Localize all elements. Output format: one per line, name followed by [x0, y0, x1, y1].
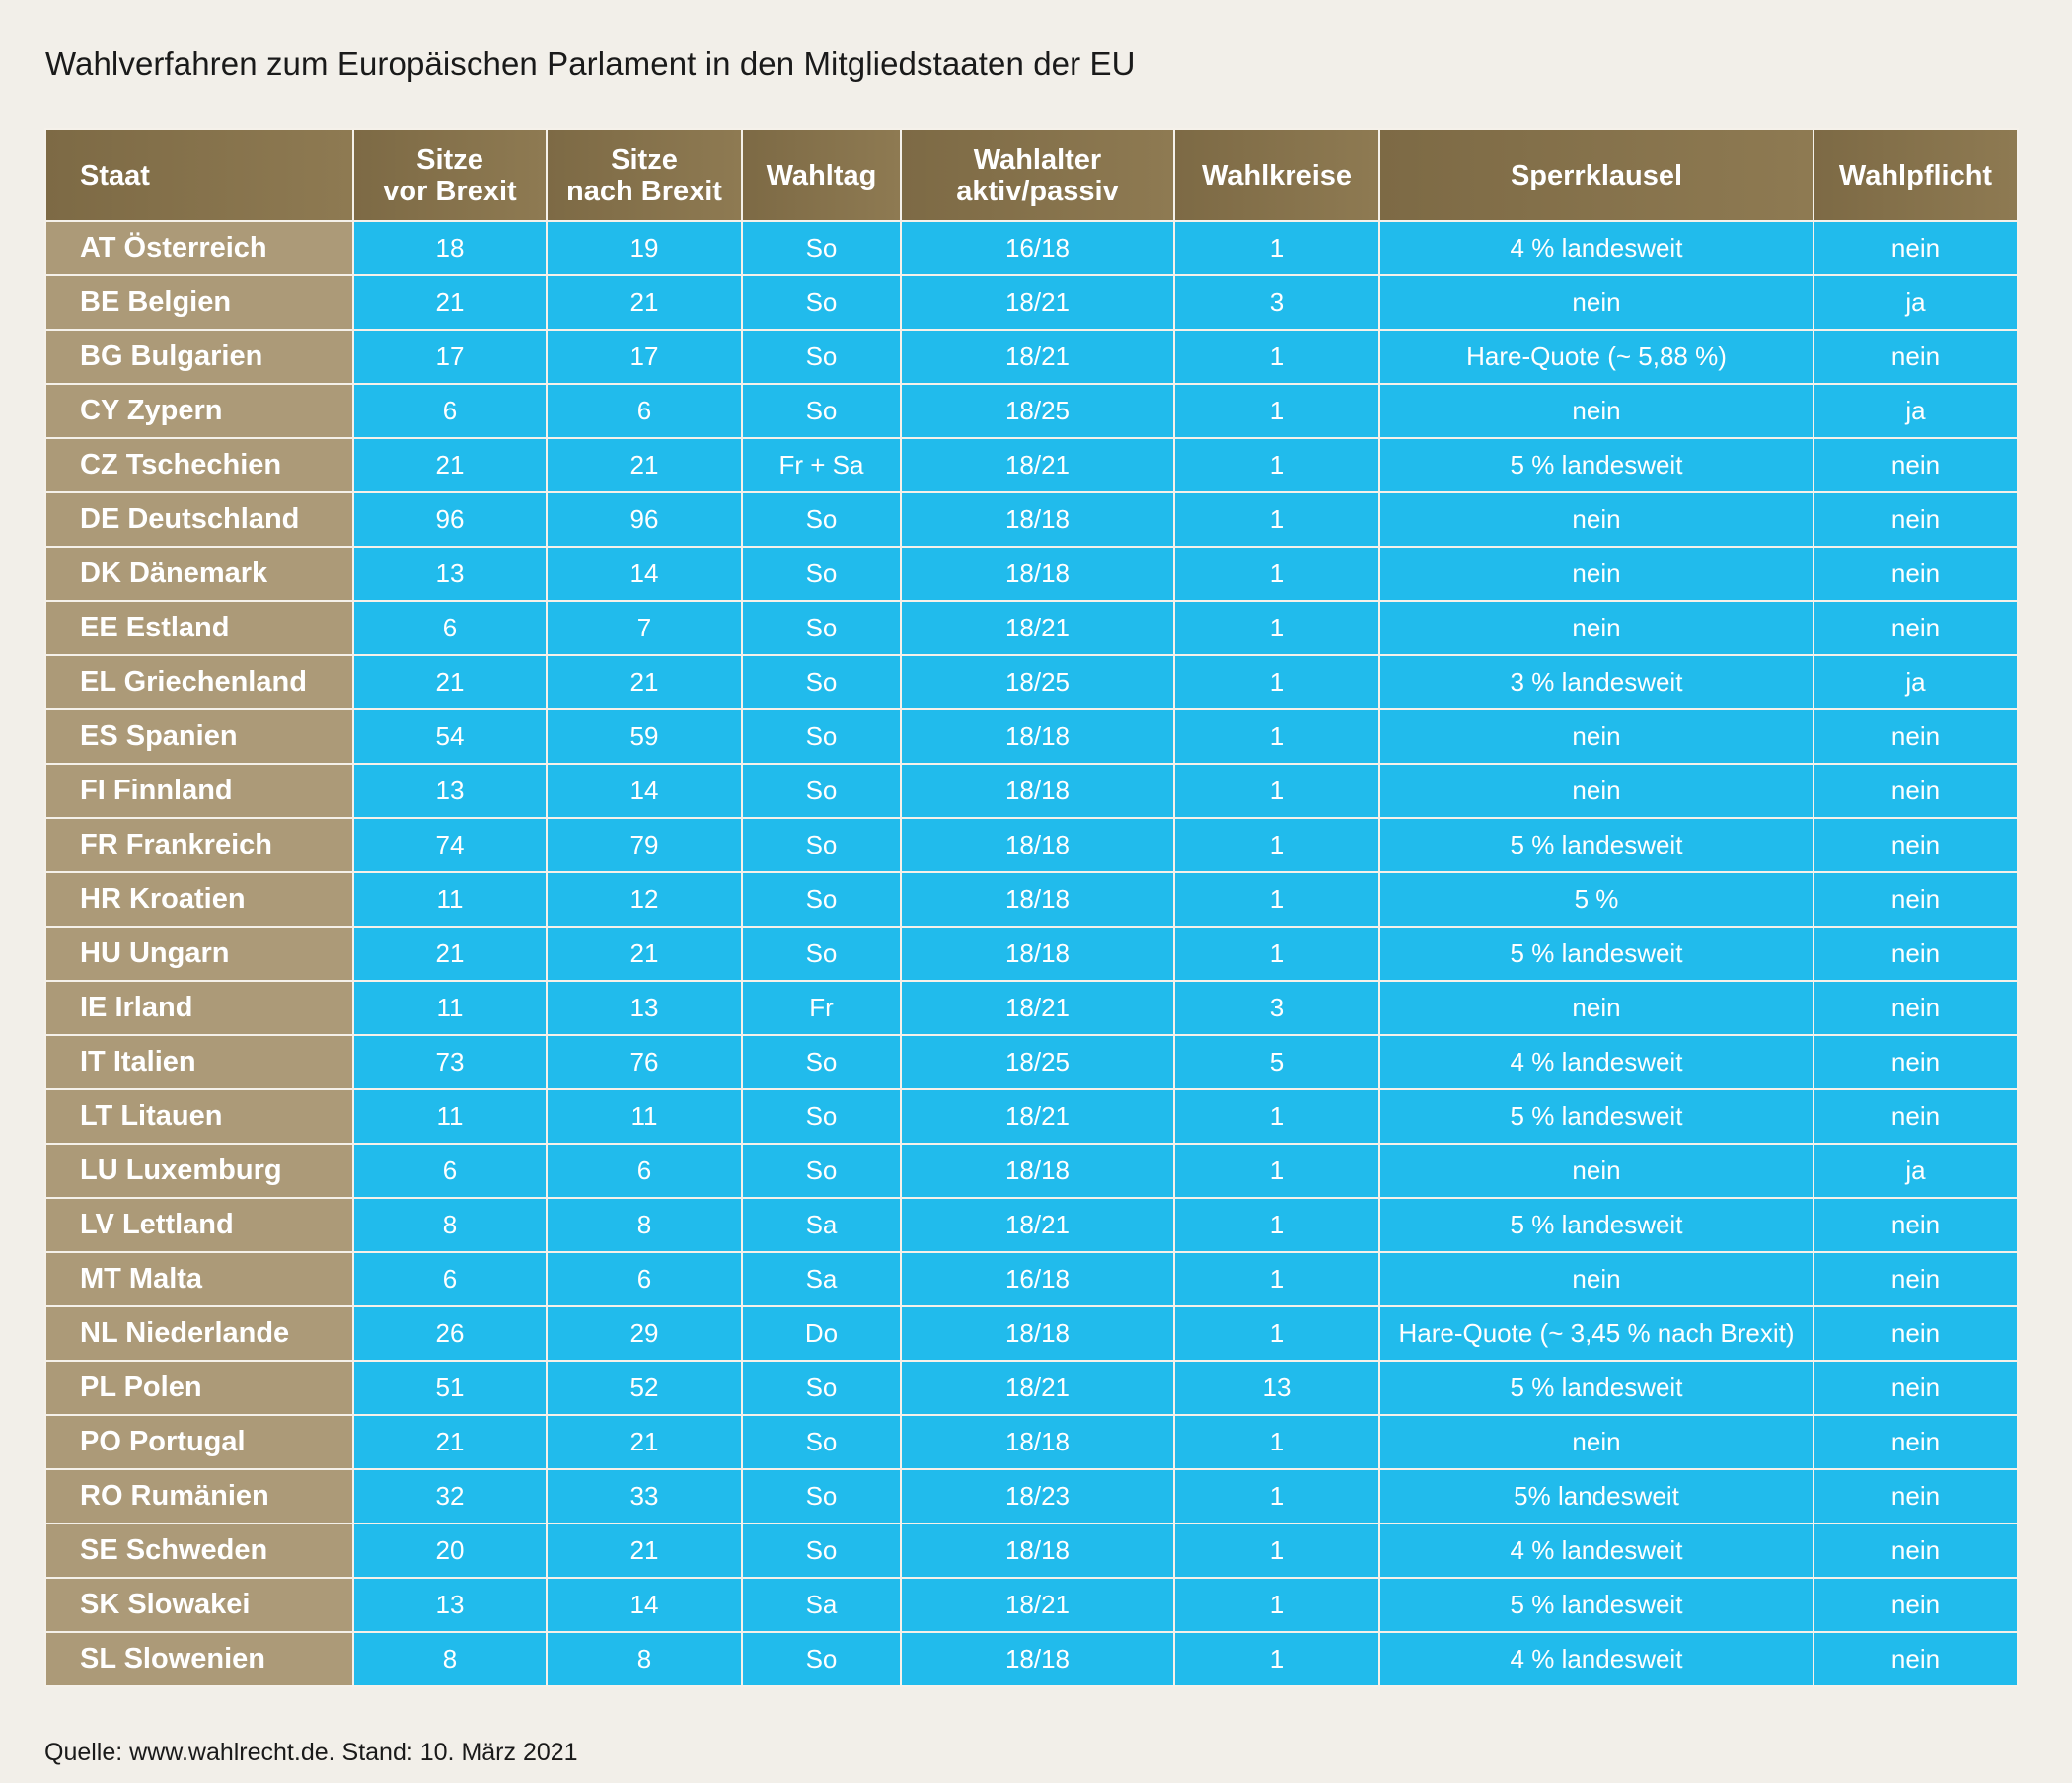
cell-sperrklausel: nein: [1379, 1252, 1813, 1306]
cell-wahlpflicht: nein: [1813, 1361, 2018, 1415]
cell-wahlkreise: 1: [1174, 872, 1379, 927]
cell-wahlkreise: 1: [1174, 1306, 1379, 1361]
cell-wahlpflicht: nein: [1813, 872, 2018, 927]
cell-wahltag: Sa: [742, 1198, 901, 1252]
cell-staat: LT Litauen: [45, 1089, 353, 1144]
table-row: [45, 1035, 2018, 1089]
cell-staat: BG Bulgarien: [45, 330, 353, 384]
cell-sperrklausel: 4 % landesweit: [1379, 1632, 1813, 1686]
cell-wahlalter: 18/21: [901, 601, 1174, 655]
cell-staat: IE Irland: [45, 981, 353, 1035]
page-title: Wahlverfahren zum Europäischen Parlament in den Mitgliedstaaten der EU: [45, 45, 1136, 82]
cell-sitze-vor-brexit: 18: [353, 221, 547, 275]
cell-wahlpflicht: nein: [1813, 330, 2018, 384]
cell-staat: SE Schweden: [45, 1523, 353, 1578]
cell-wahlpflicht: nein: [1813, 764, 2018, 818]
cell-sitze-vor-brexit: 74: [353, 818, 547, 872]
cell-wahlalter: 18/18: [901, 1144, 1174, 1198]
cell-sitze-vor-brexit: 96: [353, 492, 547, 547]
cell-staat: DK Dänemark: [45, 547, 353, 601]
cell-wahlpflicht: nein: [1813, 927, 2018, 981]
cell-sitze-vor-brexit: 54: [353, 709, 547, 764]
table-row: [45, 818, 2018, 872]
cell-sitze-vor-brexit: 20: [353, 1523, 547, 1578]
cell-sitze-vor-brexit: 32: [353, 1469, 547, 1523]
cell-staat: EL Griechenland: [45, 655, 353, 709]
table-row: [45, 221, 2018, 275]
cell-sitze-nach-brexit: 19: [547, 221, 742, 275]
cell-wahlalter: 18/18: [901, 764, 1174, 818]
table-row: [45, 1523, 2018, 1578]
cell-staat: AT Österreich: [45, 221, 353, 275]
table-row: [45, 1089, 2018, 1144]
cell-staat: HR Kroatien: [45, 872, 353, 927]
table-header-row: [45, 129, 2018, 221]
cell-staat: CY Zypern: [45, 384, 353, 438]
cell-wahlkreise: 1: [1174, 1578, 1379, 1632]
cell-sitze-vor-brexit: 8: [353, 1632, 547, 1686]
cell-sperrklausel: 5% landesweit: [1379, 1469, 1813, 1523]
table-row: [45, 927, 2018, 981]
cell-sitze-vor-brexit: 11: [353, 981, 547, 1035]
cell-sperrklausel: 5 % landesweit: [1379, 1089, 1813, 1144]
table-row: [45, 764, 2018, 818]
table-row: [45, 275, 2018, 330]
cell-wahlalter: 18/18: [901, 547, 1174, 601]
cell-sitze-nach-brexit: 12: [547, 872, 742, 927]
cell-wahltag: So: [742, 1415, 901, 1469]
cell-wahlalter: 18/18: [901, 1632, 1174, 1686]
cell-wahltag: So: [742, 709, 901, 764]
cell-wahlpflicht: nein: [1813, 601, 2018, 655]
cell-sitze-nach-brexit: 76: [547, 1035, 742, 1089]
table-row: [45, 330, 2018, 384]
cell-wahltag: So: [742, 1632, 901, 1686]
cell-wahlalter: 18/18: [901, 492, 1174, 547]
cell-wahlkreise: 1: [1174, 438, 1379, 492]
cell-sitze-vor-brexit: 21: [353, 275, 547, 330]
cell-sperrklausel: 5 % landesweit: [1379, 927, 1813, 981]
cell-wahlkreise: 1: [1174, 1089, 1379, 1144]
cell-wahltag: So: [742, 1361, 901, 1415]
cell-wahlalter: 18/21: [901, 275, 1174, 330]
cell-wahltag: So: [742, 221, 901, 275]
table-row: [45, 1144, 2018, 1198]
cell-wahltag: So: [742, 1469, 901, 1523]
cell-sitze-nach-brexit: 29: [547, 1306, 742, 1361]
cell-wahltag: So: [742, 1144, 901, 1198]
cell-wahlpflicht: nein: [1813, 1578, 2018, 1632]
table-row: [45, 601, 2018, 655]
cell-sperrklausel: 4 % landesweit: [1379, 1523, 1813, 1578]
cell-wahlalter: 18/21: [901, 438, 1174, 492]
cell-wahlkreise: 1: [1174, 601, 1379, 655]
cell-wahlalter: 18/25: [901, 384, 1174, 438]
column-header-wahltag: Wahltag: [742, 129, 901, 221]
cell-sitze-vor-brexit: 13: [353, 1578, 547, 1632]
cell-wahlalter: 18/21: [901, 1089, 1174, 1144]
cell-sitze-nach-brexit: 33: [547, 1469, 742, 1523]
column-header-wahlalter: Wahlalter aktiv/passiv: [901, 129, 1174, 221]
cell-wahlkreise: 1: [1174, 221, 1379, 275]
column-header-wahlkreise: Wahlkreise: [1174, 129, 1379, 221]
cell-wahlkreise: 1: [1174, 384, 1379, 438]
cell-sitze-nach-brexit: 14: [547, 1578, 742, 1632]
cell-wahlpflicht: nein: [1813, 547, 2018, 601]
cell-staat: EE Estland: [45, 601, 353, 655]
cell-wahlkreise: 1: [1174, 1523, 1379, 1578]
cell-sitze-vor-brexit: 21: [353, 1415, 547, 1469]
cell-staat: BE Belgien: [45, 275, 353, 330]
cell-sitze-vor-brexit: 73: [353, 1035, 547, 1089]
cell-staat: DE Deutschland: [45, 492, 353, 547]
cell-sitze-nach-brexit: 21: [547, 275, 742, 330]
cell-wahlalter: 18/18: [901, 927, 1174, 981]
cell-wahlpflicht: nein: [1813, 818, 2018, 872]
table-row: [45, 1632, 2018, 1686]
table-row: [45, 1578, 2018, 1632]
cell-sitze-nach-brexit: 17: [547, 330, 742, 384]
cell-wahltag: Sa: [742, 1252, 901, 1306]
cell-wahlkreise: 1: [1174, 1252, 1379, 1306]
cell-wahlalter: 16/18: [901, 1252, 1174, 1306]
cell-wahltag: So: [742, 1035, 901, 1089]
cell-wahltag: So: [742, 275, 901, 330]
cell-sitze-nach-brexit: 13: [547, 981, 742, 1035]
cell-wahlkreise: 5: [1174, 1035, 1379, 1089]
cell-sitze-nach-brexit: 21: [547, 655, 742, 709]
cell-staat: PO Portugal: [45, 1415, 353, 1469]
column-header-wahlpflicht: Wahlpflicht: [1813, 129, 2018, 221]
cell-sitze-nach-brexit: 8: [547, 1198, 742, 1252]
cell-sitze-nach-brexit: 21: [547, 1523, 742, 1578]
table-row: [45, 1306, 2018, 1361]
table-row: [45, 492, 2018, 547]
cell-sitze-nach-brexit: 6: [547, 384, 742, 438]
table-row: [45, 1198, 2018, 1252]
cell-sperrklausel: 5 % landesweit: [1379, 1361, 1813, 1415]
column-header-staat: Staat: [45, 129, 353, 221]
cell-sitze-vor-brexit: 13: [353, 547, 547, 601]
cell-wahlkreise: 1: [1174, 655, 1379, 709]
cell-sitze-nach-brexit: 21: [547, 1415, 742, 1469]
cell-wahltag: Fr: [742, 981, 901, 1035]
cell-sitze-nach-brexit: 21: [547, 927, 742, 981]
cell-sitze-vor-brexit: 13: [353, 764, 547, 818]
cell-sperrklausel: nein: [1379, 547, 1813, 601]
cell-sitze-vor-brexit: 21: [353, 438, 547, 492]
cell-sperrklausel: Hare-Quote (~ 5,88 %): [1379, 330, 1813, 384]
cell-wahlpflicht: ja: [1813, 384, 2018, 438]
cell-wahlalter: 18/18: [901, 1415, 1174, 1469]
cell-sperrklausel: 4 % landesweit: [1379, 1035, 1813, 1089]
cell-wahltag: So: [742, 764, 901, 818]
column-header-sitze-nach-brexit: Sitze nach Brexit: [547, 129, 742, 221]
table-row: [45, 1415, 2018, 1469]
cell-wahlpflicht: nein: [1813, 1252, 2018, 1306]
table-row: [45, 872, 2018, 927]
cell-wahlkreise: 1: [1174, 1198, 1379, 1252]
cell-staat: CZ Tschechien: [45, 438, 353, 492]
cell-wahltag: So: [742, 492, 901, 547]
cell-sitze-vor-brexit: 6: [353, 1252, 547, 1306]
cell-sitze-vor-brexit: 21: [353, 655, 547, 709]
cell-wahlpflicht: nein: [1813, 1306, 2018, 1361]
cell-sperrklausel: 5 % landesweit: [1379, 1198, 1813, 1252]
cell-staat: MT Malta: [45, 1252, 353, 1306]
cell-wahlkreise: 1: [1174, 1632, 1379, 1686]
cell-wahltag: So: [742, 818, 901, 872]
cell-sitze-vor-brexit: 11: [353, 1089, 547, 1144]
cell-wahlalter: 18/18: [901, 709, 1174, 764]
cell-sperrklausel: nein: [1379, 275, 1813, 330]
cell-staat: SL Slowenien: [45, 1632, 353, 1686]
table-row: [45, 1361, 2018, 1415]
cell-wahlalter: 18/23: [901, 1469, 1174, 1523]
cell-wahlpflicht: nein: [1813, 709, 2018, 764]
table-row: [45, 438, 2018, 492]
cell-wahlpflicht: nein: [1813, 492, 2018, 547]
cell-sitze-nach-brexit: 6: [547, 1252, 742, 1306]
cell-wahlkreise: 1: [1174, 764, 1379, 818]
table-row: [45, 655, 2018, 709]
cell-sitze-nach-brexit: 6: [547, 1144, 742, 1198]
cell-staat: FR Frankreich: [45, 818, 353, 872]
cell-wahlkreise: 1: [1174, 927, 1379, 981]
cell-sperrklausel: 5 % landesweit: [1379, 818, 1813, 872]
cell-wahltag: So: [742, 1089, 901, 1144]
cell-sperrklausel: Hare-Quote (~ 3,45 % nach Brexit): [1379, 1306, 1813, 1361]
table-row: [45, 709, 2018, 764]
cell-wahltag: So: [742, 927, 901, 981]
cell-wahltag: So: [742, 547, 901, 601]
cell-wahlkreise: 1: [1174, 547, 1379, 601]
table-row: [45, 981, 2018, 1035]
cell-wahlkreise: 1: [1174, 330, 1379, 384]
cell-sperrklausel: 4 % landesweit: [1379, 221, 1813, 275]
cell-wahlpflicht: nein: [1813, 1415, 2018, 1469]
cell-sitze-nach-brexit: 21: [547, 438, 742, 492]
cell-sitze-nach-brexit: 8: [547, 1632, 742, 1686]
source-note: Quelle: www.wahlrecht.de. Stand: 10. März 2021: [44, 1739, 578, 1766]
cell-wahltag: So: [742, 1523, 901, 1578]
cell-sperrklausel: 5 %: [1379, 872, 1813, 927]
cell-wahlkreise: 3: [1174, 981, 1379, 1035]
cell-wahltag: So: [742, 330, 901, 384]
cell-wahltag: Do: [742, 1306, 901, 1361]
cell-sitze-nach-brexit: 7: [547, 601, 742, 655]
cell-wahltag: So: [742, 655, 901, 709]
cell-staat: FI Finnland: [45, 764, 353, 818]
cell-wahlpflicht: ja: [1813, 275, 2018, 330]
cell-wahlalter: 18/21: [901, 1361, 1174, 1415]
cell-wahlalter: 18/18: [901, 818, 1174, 872]
cell-sitze-vor-brexit: 11: [353, 872, 547, 927]
cell-wahlkreise: 1: [1174, 492, 1379, 547]
cell-sperrklausel: nein: [1379, 384, 1813, 438]
cell-wahlkreise: 1: [1174, 1415, 1379, 1469]
cell-sitze-nach-brexit: 59: [547, 709, 742, 764]
cell-staat: ES Spanien: [45, 709, 353, 764]
cell-wahlalter: 18/18: [901, 1306, 1174, 1361]
cell-sitze-nach-brexit: 96: [547, 492, 742, 547]
cell-sitze-nach-brexit: 79: [547, 818, 742, 872]
cell-sperrklausel: nein: [1379, 492, 1813, 547]
cell-wahlpflicht: nein: [1813, 981, 2018, 1035]
cell-wahlkreise: 1: [1174, 709, 1379, 764]
cell-sperrklausel: nein: [1379, 1144, 1813, 1198]
cell-staat: LV Lettland: [45, 1198, 353, 1252]
cell-sitze-vor-brexit: 21: [353, 927, 547, 981]
cell-sitze-nach-brexit: 11: [547, 1089, 742, 1144]
column-header-sperrklausel: Sperrklausel: [1379, 129, 1813, 221]
cell-wahlpflicht: nein: [1813, 1469, 2018, 1523]
cell-staat: SK Slowakei: [45, 1578, 353, 1632]
cell-wahlalter: 18/21: [901, 330, 1174, 384]
table-row: [45, 1469, 2018, 1523]
cell-wahlkreise: 13: [1174, 1361, 1379, 1415]
cell-wahlalter: 16/18: [901, 221, 1174, 275]
cell-staat: HU Ungarn: [45, 927, 353, 981]
cell-staat: RO Rumänien: [45, 1469, 353, 1523]
cell-wahlalter: 18/18: [901, 1523, 1174, 1578]
election-table: [44, 128, 2019, 1687]
cell-wahltag: Sa: [742, 1578, 901, 1632]
cell-wahlpflicht: nein: [1813, 1632, 2018, 1686]
cell-wahlpflicht: ja: [1813, 1144, 2018, 1198]
cell-wahlkreise: 1: [1174, 1144, 1379, 1198]
cell-wahlpflicht: nein: [1813, 1198, 2018, 1252]
cell-wahlpflicht: ja: [1813, 655, 2018, 709]
cell-sitze-vor-brexit: 26: [353, 1306, 547, 1361]
cell-sperrklausel: nein: [1379, 709, 1813, 764]
cell-sperrklausel: 5 % landesweit: [1379, 1578, 1813, 1632]
cell-sitze-nach-brexit: 52: [547, 1361, 742, 1415]
cell-sperrklausel: 3 % landesweit: [1379, 655, 1813, 709]
cell-wahlkreise: 3: [1174, 275, 1379, 330]
cell-wahltag: So: [742, 872, 901, 927]
table-body: [45, 221, 2018, 1686]
cell-wahlpflicht: nein: [1813, 221, 2018, 275]
cell-wahlkreise: 1: [1174, 1469, 1379, 1523]
cell-sitze-nach-brexit: 14: [547, 764, 742, 818]
cell-staat: NL Niederlande: [45, 1306, 353, 1361]
cell-staat: PL Polen: [45, 1361, 353, 1415]
cell-sperrklausel: nein: [1379, 764, 1813, 818]
table-row: [45, 384, 2018, 438]
cell-wahltag: So: [742, 601, 901, 655]
table-row: [45, 1252, 2018, 1306]
cell-sitze-vor-brexit: 6: [353, 384, 547, 438]
column-header-sitze-vor-brexit: Sitze vor Brexit: [353, 129, 547, 221]
cell-wahlalter: 18/18: [901, 872, 1174, 927]
table-row: [45, 547, 2018, 601]
cell-wahlkreise: 1: [1174, 818, 1379, 872]
cell-staat: IT Italien: [45, 1035, 353, 1089]
cell-wahlpflicht: nein: [1813, 1089, 2018, 1144]
cell-sitze-vor-brexit: 8: [353, 1198, 547, 1252]
cell-wahlalter: 18/25: [901, 1035, 1174, 1089]
cell-wahlpflicht: nein: [1813, 438, 2018, 492]
cell-sperrklausel: nein: [1379, 981, 1813, 1035]
cell-wahlalter: 18/25: [901, 655, 1174, 709]
cell-staat: LU Luxemburg: [45, 1144, 353, 1198]
cell-wahltag: Fr + Sa: [742, 438, 901, 492]
cell-sperrklausel: nein: [1379, 601, 1813, 655]
cell-wahlalter: 18/21: [901, 981, 1174, 1035]
cell-wahlalter: 18/21: [901, 1198, 1174, 1252]
cell-wahltag: So: [742, 384, 901, 438]
cell-wahlpflicht: nein: [1813, 1523, 2018, 1578]
cell-sitze-vor-brexit: 6: [353, 601, 547, 655]
cell-sitze-vor-brexit: 51: [353, 1361, 547, 1415]
cell-sitze-vor-brexit: 17: [353, 330, 547, 384]
cell-sitze-nach-brexit: 14: [547, 547, 742, 601]
cell-sitze-vor-brexit: 6: [353, 1144, 547, 1198]
cell-sperrklausel: nein: [1379, 1415, 1813, 1469]
cell-wahlpflicht: nein: [1813, 1035, 2018, 1089]
cell-sperrklausel: 5 % landesweit: [1379, 438, 1813, 492]
cell-wahlalter: 18/21: [901, 1578, 1174, 1632]
